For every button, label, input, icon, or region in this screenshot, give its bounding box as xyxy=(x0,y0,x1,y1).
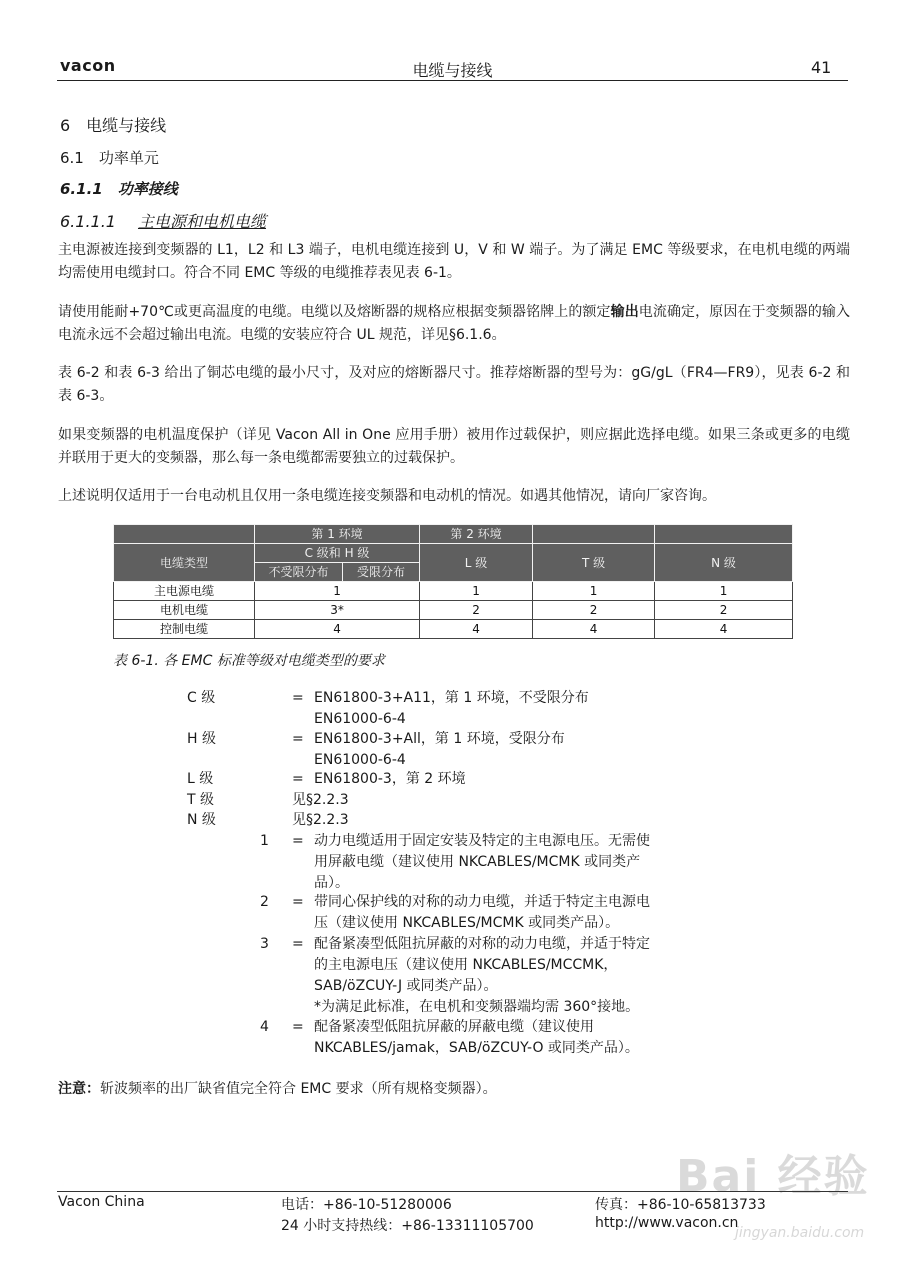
restricted-header: 受限分布 xyxy=(343,563,420,582)
legend-eq: = xyxy=(292,936,304,952)
footer-hotline: 24 小时支持热线：+86-13311105700 xyxy=(281,1218,534,1234)
heading-6-1-1-1 xyxy=(60,209,266,232)
cell-ch: 4 xyxy=(255,620,420,639)
table-row xyxy=(114,601,793,620)
legend-eq: = xyxy=(292,771,304,787)
cell-t: 1 xyxy=(533,582,655,601)
legend-3-text xyxy=(314,934,696,1018)
legend-line: NKCABLES/jamak，SAB/öZCUY-O 或同类产品）。 xyxy=(314,1040,639,1056)
legend-l-text: EN61800-3，第 2 环境 xyxy=(314,771,466,787)
class-n-header: N 级 xyxy=(655,544,793,582)
legend-line: *为满足此标准，在电机和变频器端均需 360°接地。 xyxy=(314,999,640,1015)
legend-line: 配备紧凑型低阻抗屏蔽的对称的动力电缆，并适于特定 xyxy=(314,936,650,952)
unrestricted-header: 不受限分布 xyxy=(255,563,343,582)
legend-eq: = xyxy=(292,833,304,849)
heading-number: 6.1.1.1 xyxy=(60,212,116,231)
baidu-watermark-url: jingyan.baidu.com xyxy=(735,1225,865,1241)
note xyxy=(58,1078,497,1098)
table-row xyxy=(114,620,793,639)
legend-line: EN61000-6-4 xyxy=(314,711,406,727)
legend-line: EN61800-3+A11，第 1 环境，不受限分布 xyxy=(314,690,589,706)
legend-line: 压（建议使用 NKCABLES/MCMK 或同类产品）。 xyxy=(314,915,620,931)
legend-n-name: N 级 xyxy=(187,812,216,828)
heading-6-1: 6.1 功率单元 xyxy=(60,149,159,167)
legend-h-text xyxy=(314,729,696,771)
env1-header: 第 1 环境 xyxy=(255,525,420,544)
cell-n: 2 xyxy=(655,601,793,620)
footer-divider xyxy=(57,1191,848,1192)
legend-l-name: L 级 xyxy=(187,771,214,787)
cell-l: 2 xyxy=(420,601,533,620)
legend-line: EN61000-6-4 xyxy=(314,752,406,768)
paragraph-5: 上述说明仅适用于一台电动机且仅用一条电缆连接变频器和电动机的情况。如遇其他情况，请向厂家咨询。 xyxy=(58,488,716,504)
cell-ch: 1 xyxy=(255,582,420,601)
cell-t: 4 xyxy=(533,620,655,639)
footer-phone: 电话：+86-10-51280006 xyxy=(281,1197,452,1213)
class-t-header: T 级 xyxy=(533,544,655,582)
legend-c-name: C 级 xyxy=(187,690,216,706)
cell-t: 2 xyxy=(533,601,655,620)
table-caption: 表 6-1. 各 EMC 标准等级对电缆类型的要求 xyxy=(113,653,385,669)
legend-line: 动力电缆适用于固定安装及特定的主电源电压。无需使 xyxy=(314,833,650,849)
note-label: 注意： xyxy=(58,1081,100,1097)
class-ch-header: C 级和 H 级 xyxy=(255,544,420,563)
paragraph-2-bold: 输出 xyxy=(610,304,639,320)
row-name: 控制电缆 xyxy=(114,620,255,639)
paragraph-1: 主电源被连接到变频器的 L1，L2 和 L3 端子，电机电缆连接到 U，V 和 W 端子。为了满足 EMC 等级要求，在电机电缆的两端均需使用电缆封口。符合不同 EMC 等级的电缆推荐表见表 6-1。 xyxy=(58,242,850,281)
baidu-watermark: Bai 经验 xyxy=(676,1151,870,1202)
footer-company: Vacon China xyxy=(58,1194,145,1210)
row-name: 主电源电缆 xyxy=(114,582,255,601)
legend-num-2: 2 xyxy=(260,894,269,910)
legend-eq: = xyxy=(292,894,304,910)
legend-eq: = xyxy=(292,690,304,706)
heading-6: 6 电缆与接线 xyxy=(60,116,167,135)
note-text: 斩波频率的出厂缺省值完全符合 EMC 要求（所有规格变频器）。 xyxy=(100,1081,497,1097)
legend-c-text xyxy=(314,688,696,730)
legend-num-1: 1 xyxy=(260,833,269,849)
legend-4-text xyxy=(314,1017,696,1059)
cell-n: 1 xyxy=(655,582,793,601)
legend-num-4: 4 xyxy=(260,1019,269,1035)
legend-1-text xyxy=(314,831,696,894)
legend-line: 的主电源电压（建议使用 NKCABLES/MCCMK， xyxy=(314,957,618,973)
env-blank-2 xyxy=(655,525,793,544)
cell-n: 4 xyxy=(655,620,793,639)
legend-h-name: H 级 xyxy=(187,731,216,747)
header-title: 电缆与接线 xyxy=(412,61,493,80)
legend-line: 带同心保护线的对称的动力电缆，并适于特定主电源电 xyxy=(314,894,650,910)
table-corner xyxy=(114,525,255,544)
row-name: 电机电缆 xyxy=(114,601,255,620)
heading-6-1-1: 6.1.1 功率接线 xyxy=(60,180,178,198)
emc-cable-table xyxy=(113,524,793,639)
class-l-header: L 级 xyxy=(420,544,533,582)
vacon-logo: vacon xyxy=(60,56,116,75)
footer-website-link[interactable]: http://www.vacon.cn xyxy=(595,1215,739,1231)
paragraph-2-c: 电流确定，原因在于变频器的输入电流永远不会超过输出电流。电缆的安装应符合 UL 规范，详见§6.1.6。 xyxy=(58,304,851,343)
footer-fax: 传真：+86-10-65813733 xyxy=(595,1197,766,1213)
legend-line: EN61800-3+All，第 1 环境，受限分布 xyxy=(314,731,565,747)
legend-eq: = xyxy=(292,1019,304,1035)
legend-t-text: 见§2.2.3 xyxy=(292,792,349,808)
env2-header: 第 2 环境 xyxy=(420,525,533,544)
paragraph-4: 如果变频器的电机温度保护（详见 Vacon All in One 应用手册）被用作过载保护，则应据此选择电缆。如果三条或更多的电缆并联用于更大的变频器，那么每一条电缆都需要独立的过载保护。 xyxy=(58,427,850,466)
header-divider xyxy=(57,80,848,81)
legend-t-name: T 级 xyxy=(187,792,215,808)
cell-l: 4 xyxy=(420,620,533,639)
env-blank-1 xyxy=(533,525,655,544)
legend-2-text xyxy=(314,892,696,934)
legend-line: 用屏蔽电缆（建议使用 NKCABLES/MCMK 或同类产 xyxy=(314,854,641,870)
legend-line: 配备紧凑型低阻抗屏蔽的屏蔽电缆（建议使用 xyxy=(314,1019,594,1035)
cable-type-header: 电缆类型 xyxy=(114,544,255,582)
legend-line: SAB/öZCUY-J 或同类产品）。 xyxy=(314,978,498,994)
paragraph-2 xyxy=(58,301,850,347)
legend-line: 品）。 xyxy=(314,875,349,891)
legend-eq: = xyxy=(292,731,304,747)
paragraph-3: 表 6-2 和表 6-3 给出了铜芯电缆的最小尺寸，及对应的熔断器尺寸。推荐熔断器的型号为：gG/gL（FR4—FR9），见表 6-2 和表 6-3。 xyxy=(58,365,850,404)
table-row xyxy=(114,582,793,601)
paragraph-2-a: 请使用能耐+70℃或更高温度的电缆。电缆以及熔断器的规格应根据变频器铭牌上的额定 xyxy=(58,304,611,320)
cell-l: 1 xyxy=(420,582,533,601)
legend-n-text: 见§2.2.3 xyxy=(292,812,349,828)
page-number: 41 xyxy=(811,58,832,77)
legend-num-3: 3 xyxy=(260,936,269,952)
cell-ch: 3* xyxy=(255,601,420,620)
heading-title: 主电源和电机电缆 xyxy=(137,212,266,231)
